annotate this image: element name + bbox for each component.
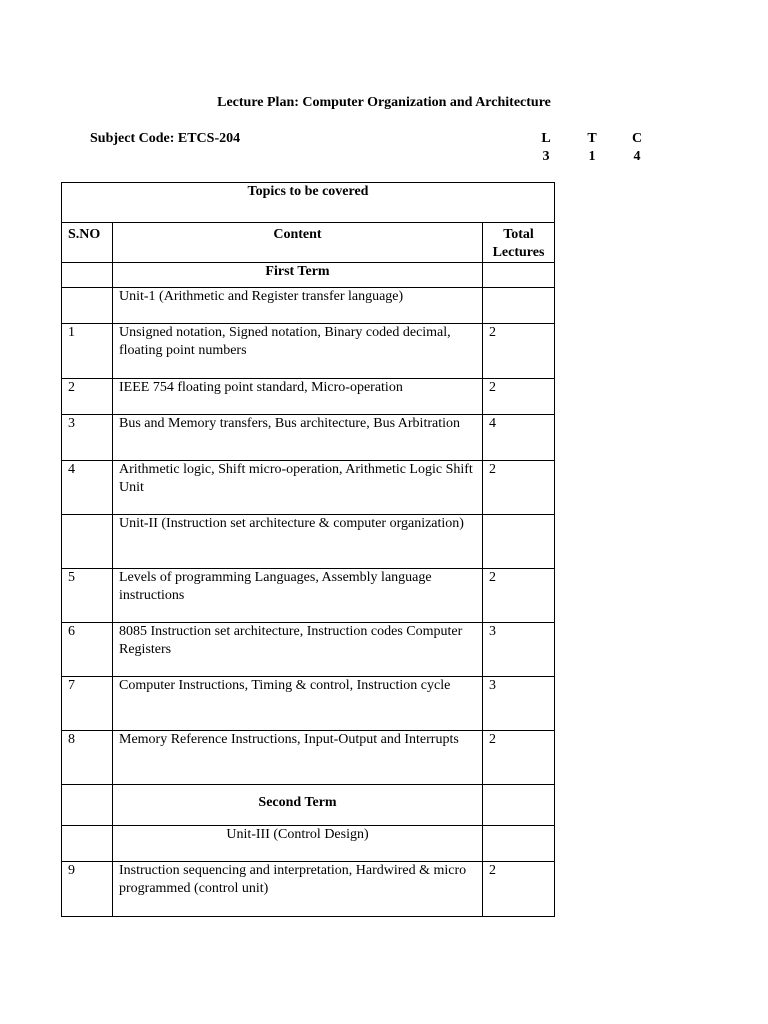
- header-content: Content: [113, 223, 483, 263]
- unit-3-label: Unit-III (Control Design): [113, 826, 483, 862]
- row-content: Instruction sequencing and interpretation, Hardwired & micro programmed (control unit): [113, 862, 483, 917]
- row-lectures: 3: [483, 623, 555, 677]
- ltc-header-t: T: [587, 131, 597, 146]
- row-sno: 3: [62, 415, 113, 461]
- row-content: Bus and Memory transfers, Bus architecture, Bus Arbitration: [113, 415, 483, 461]
- row-sno: 7: [62, 677, 113, 731]
- row-sno: 1: [62, 324, 113, 379]
- table-row: [62, 379, 555, 415]
- row-lectures: 2: [483, 569, 555, 623]
- ltc-value-t: 1: [588, 149, 596, 164]
- row-sno: 4: [62, 461, 113, 515]
- row-content: Unsigned notation, Signed notation, Binary coded decimal, floating point numbers: [113, 324, 483, 379]
- ltc-column-l: [536, 130, 556, 166]
- second-term-label: Second Term: [113, 785, 483, 826]
- row-sno: 5: [62, 569, 113, 623]
- subject-code: Subject Code: ETCS-204: [90, 131, 241, 146]
- row-content: Computer Instructions, Timing & control, Instruction cycle: [113, 677, 483, 731]
- table-row: [62, 677, 555, 731]
- ltc-column-t: [582, 130, 602, 166]
- ltc-value-c: 4: [633, 149, 641, 164]
- document-title: Lecture Plan: Computer Organization and Architecture: [217, 95, 551, 110]
- header-sno: S.NO: [62, 223, 113, 263]
- table-row: [62, 862, 555, 917]
- unit-1-label: Unit-1 (Arithmetic and Register transfer language): [113, 288, 483, 324]
- ltc-value-l: 3: [542, 149, 550, 164]
- row-sno: 2: [62, 379, 113, 415]
- ltc-column-c: [627, 130, 647, 166]
- unit-2-label: Unit-II (Instruction set architecture & computer organization): [113, 515, 483, 569]
- table-row: [62, 324, 555, 379]
- row-lectures: 2: [483, 862, 555, 917]
- lecture-plan-table: [61, 182, 555, 917]
- unit-row: [62, 288, 555, 324]
- table-row: [62, 461, 555, 515]
- row-sno: 9: [62, 862, 113, 917]
- table-row: [62, 569, 555, 623]
- first-term-row: [62, 263, 555, 288]
- header-total-lectures: Total Lectures: [483, 223, 555, 263]
- row-lectures: 2: [483, 324, 555, 379]
- row-lectures: 2: [483, 379, 555, 415]
- row-sno: 8: [62, 731, 113, 785]
- row-lectures: 2: [483, 731, 555, 785]
- row-lectures: 3: [483, 677, 555, 731]
- table-row: [62, 415, 555, 461]
- table-row: [62, 731, 555, 785]
- unit-row: [62, 826, 555, 862]
- table-header-row: [62, 223, 555, 263]
- table-row: [62, 623, 555, 677]
- second-term-row: [62, 785, 555, 826]
- row-content: Levels of programming Languages, Assembly language instructions: [113, 569, 483, 623]
- row-content: 8085 Instruction set architecture, Instruction codes Computer Registers: [113, 623, 483, 677]
- row-content: IEEE 754 floating point standard, Micro-operation: [113, 379, 483, 415]
- ltc-header-l: L: [541, 131, 551, 146]
- row-lectures: 2: [483, 461, 555, 515]
- row-content: Memory Reference Instructions, Input-Output and Interrupts: [113, 731, 483, 785]
- ltc-header-c: C: [631, 131, 643, 146]
- row-content: Arithmetic logic, Shift micro-operation, Arithmetic Logic Shift Unit: [113, 461, 483, 515]
- table-caption: Topics to be covered: [62, 183, 555, 223]
- row-lectures: 4: [483, 415, 555, 461]
- unit-row: [62, 515, 555, 569]
- table-caption-row: [62, 183, 555, 223]
- first-term-label: First Term: [113, 263, 483, 288]
- row-sno: 6: [62, 623, 113, 677]
